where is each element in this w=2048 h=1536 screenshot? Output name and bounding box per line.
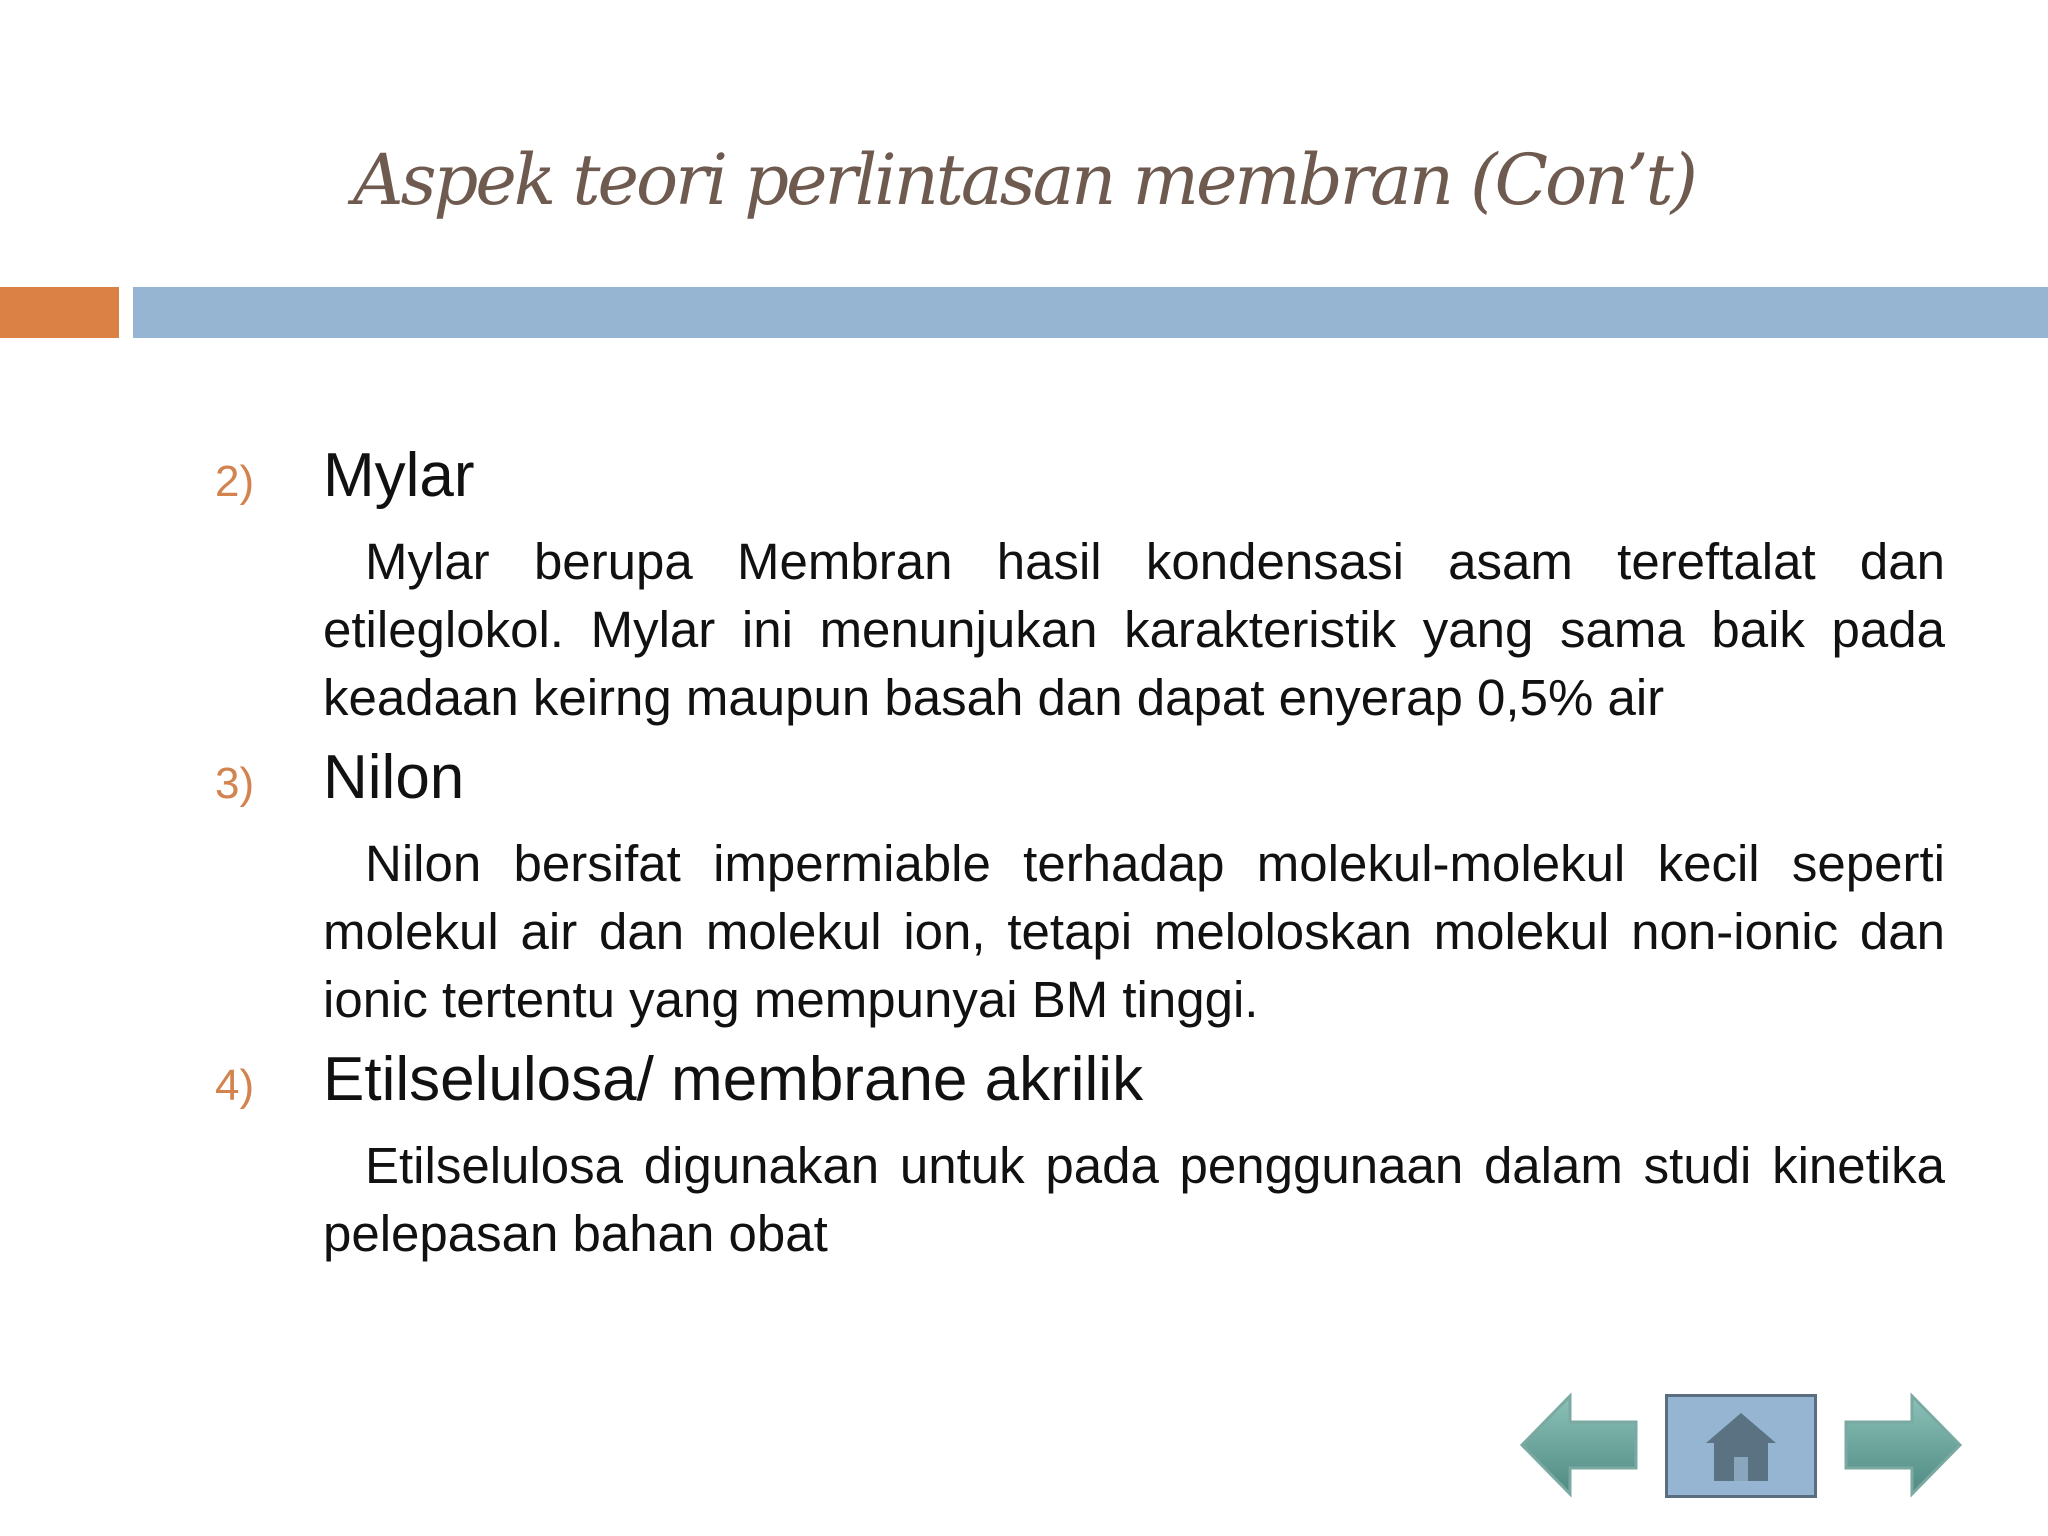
accent-band-orange [0,287,119,338]
arrow-right-icon [1842,1390,1964,1500]
item-body: Etilselulosa digunakan untuk pada penggunaan dalam studi kinetika pelepasan bahan obat [323,1137,1945,1262]
home-icon [1668,1397,1814,1495]
home-button[interactable] [1665,1394,1817,1498]
list-item [215,1044,1945,1268]
item-heading: Etilselulosa/ membrane akrilik [323,1045,1144,1114]
accent-band-blue [133,287,2048,338]
slide-title: Aspek teori perlintasan membran (Con’t) [353,139,1695,221]
item-number: 2) [215,457,255,506]
list-item [215,742,1945,1034]
item-number: 4) [215,1061,255,1110]
item-number: 3) [215,759,255,808]
item-body: Mylar berupa Membran hasil kondensasi asam tereftalat dan etileglokol. Mylar ini menunjukan karakteristik yang sama baik pada keadaan keirng maupun basah dan dapat enyerap 0,5% air [323,533,1945,726]
item-heading: Mylar [323,441,475,510]
prev-slide-button[interactable] [1518,1390,1640,1500]
item-heading: Nilon [323,743,465,812]
next-slide-button[interactable] [1842,1390,1964,1500]
item-body: Nilon bersifat impermiable terhadap molekul-molekul kecil seperti molekul air dan molekul ion, tetapi meloloskan molekul non-ionic dan ionic tertentu yang mempunyai BM tinggi. [323,835,1945,1028]
arrow-left-icon [1518,1390,1640,1500]
content-list [215,440,1945,1278]
list-item [215,440,1945,732]
